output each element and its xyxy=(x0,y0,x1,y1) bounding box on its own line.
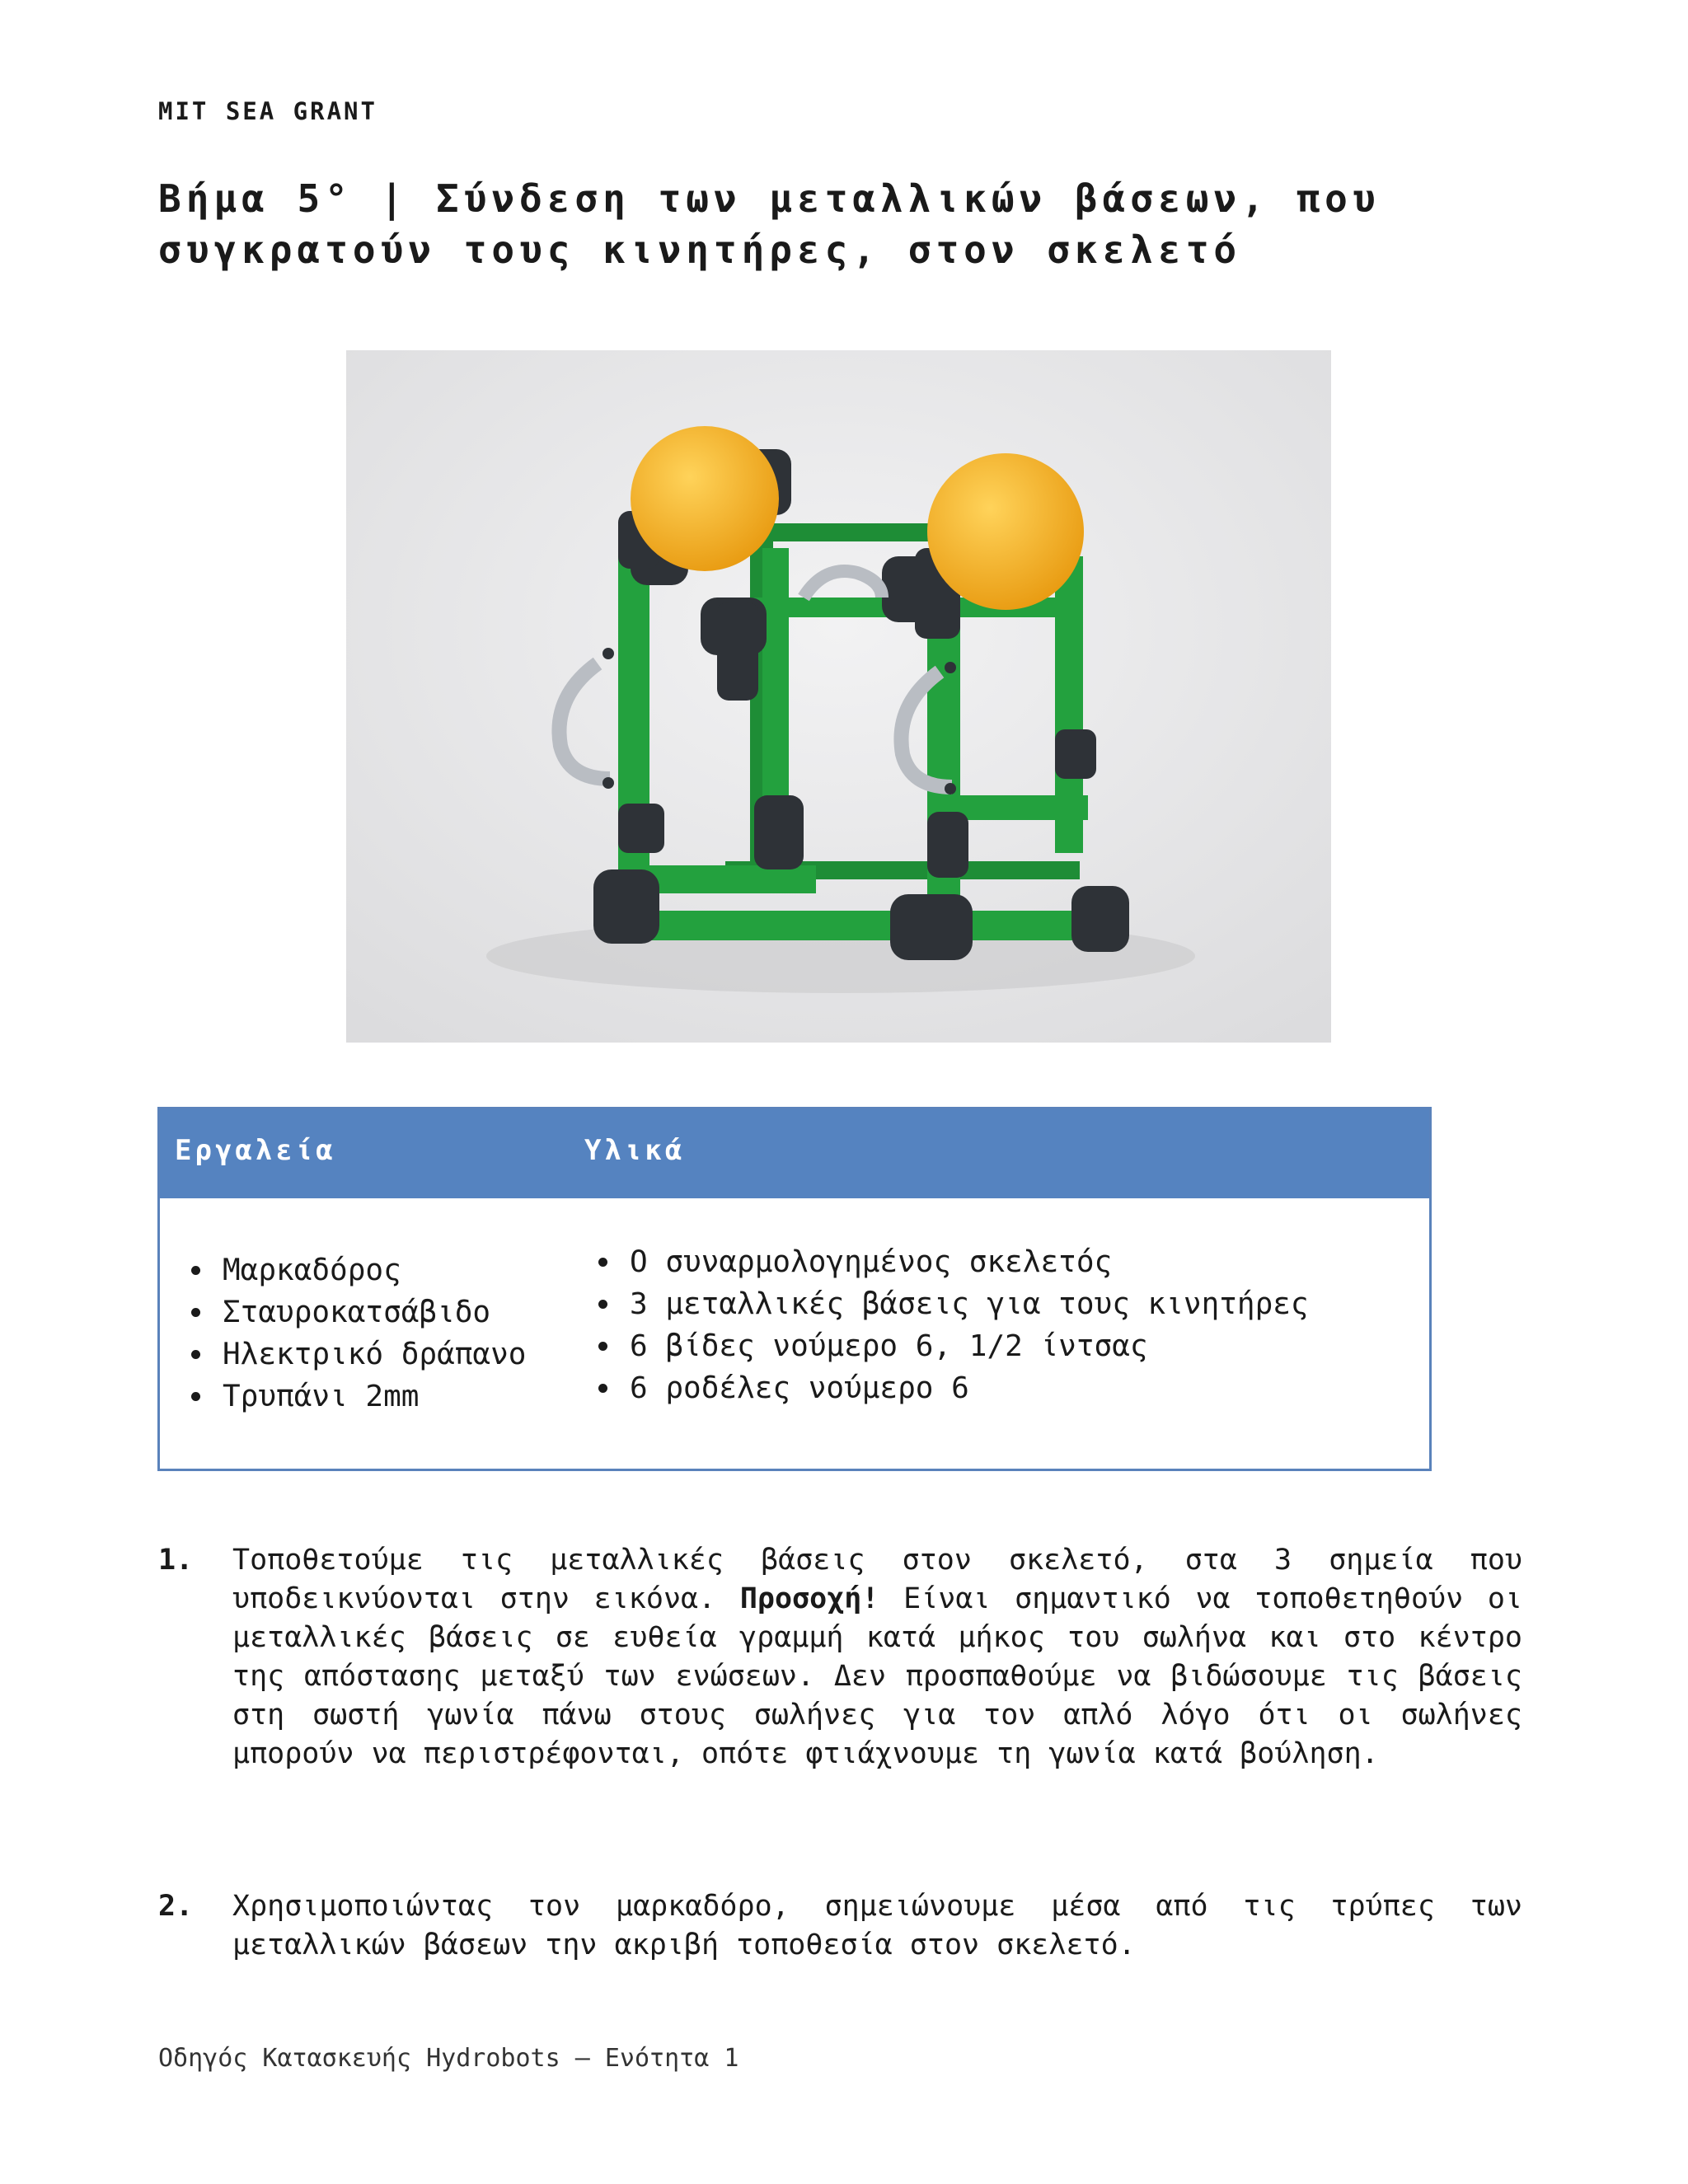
warning-label: Προσοχή! xyxy=(739,1582,879,1615)
tools-list xyxy=(185,1249,526,1418)
list-item: 3 μεταλλικές βάσεις για τους κινητήρες xyxy=(592,1283,1309,1325)
step-text xyxy=(232,1541,1522,1774)
list-item: 6 βίδες νούμερο 6, 1/2 ίντσας xyxy=(592,1325,1309,1367)
pvc-frame-illustration xyxy=(346,350,1331,1043)
list-item: Τρυπάνι 2mm xyxy=(185,1376,526,1418)
step-number: 2. xyxy=(158,1890,194,1923)
list-item: Ο συναρμολογημένος σκελετός xyxy=(592,1241,1309,1283)
list-item: 6 ροδέλες νούμερο 6 xyxy=(592,1367,1309,1409)
table-header-row xyxy=(160,1109,1429,1198)
page-title: Βήμα 5° | Σύνδεση των μεταλλικών βάσεων, που συγκρατούν τους κινητήρες, στον σκελετό xyxy=(158,176,1381,272)
page-footer: Οδηγός Κατασκευής Hydrobots – Ενότητα 1 xyxy=(158,2044,739,2073)
step-2 xyxy=(158,1887,1522,1965)
materials-header: Υλικά xyxy=(584,1134,686,1167)
step-text-intro: Τοποθετούμε τις μεταλλικές βάσεις στον σκελετό, στα 3 σημεία που υποδεικνύονται στην εικόνα. xyxy=(232,1544,1522,1615)
step-text-detail: Είναι σημαντικό να τοποθετηθούν οι μεταλλικές βάσεις σε ευθεία γραμμή κατά μήκος του σωλήνα και στο κέντρο της απόστασης μεταξύ των ενώσεων. Δεν προσπαθούμε να βιδώσουμε τις βάσεις στη σωστή γωνία πάνω στους σωλήνες για τον απλό λόγο ότι οι σωλήνες μπορούν να περιστρέφονται, οπότε φτιάχνουμε τη γωνία κατά βούληση. xyxy=(232,1582,1522,1770)
organization-label: MIT SEA GRANT xyxy=(158,97,377,125)
list-item: Ηλεκτρικό δράπανο xyxy=(185,1333,526,1376)
tools-header: Εργαλεία xyxy=(175,1134,336,1167)
step-number: 1. xyxy=(158,1544,194,1577)
tools-materials-table xyxy=(157,1107,1432,1471)
step-text: Χρησιμοποιώντας τον μαρκαδόρο, σημειώνουμε μέσα από τις τρύπες των μεταλλικών βάσεων την ακριβή τοποθεσία στον σκελετό. xyxy=(232,1890,1522,1961)
list-item: Σταυροκατσάβιδο xyxy=(185,1291,526,1333)
list-item: Μαρκαδόρος xyxy=(185,1249,526,1291)
materials-list xyxy=(592,1241,1309,1409)
frame-photo xyxy=(346,350,1331,1043)
step-1 xyxy=(158,1541,1522,1774)
